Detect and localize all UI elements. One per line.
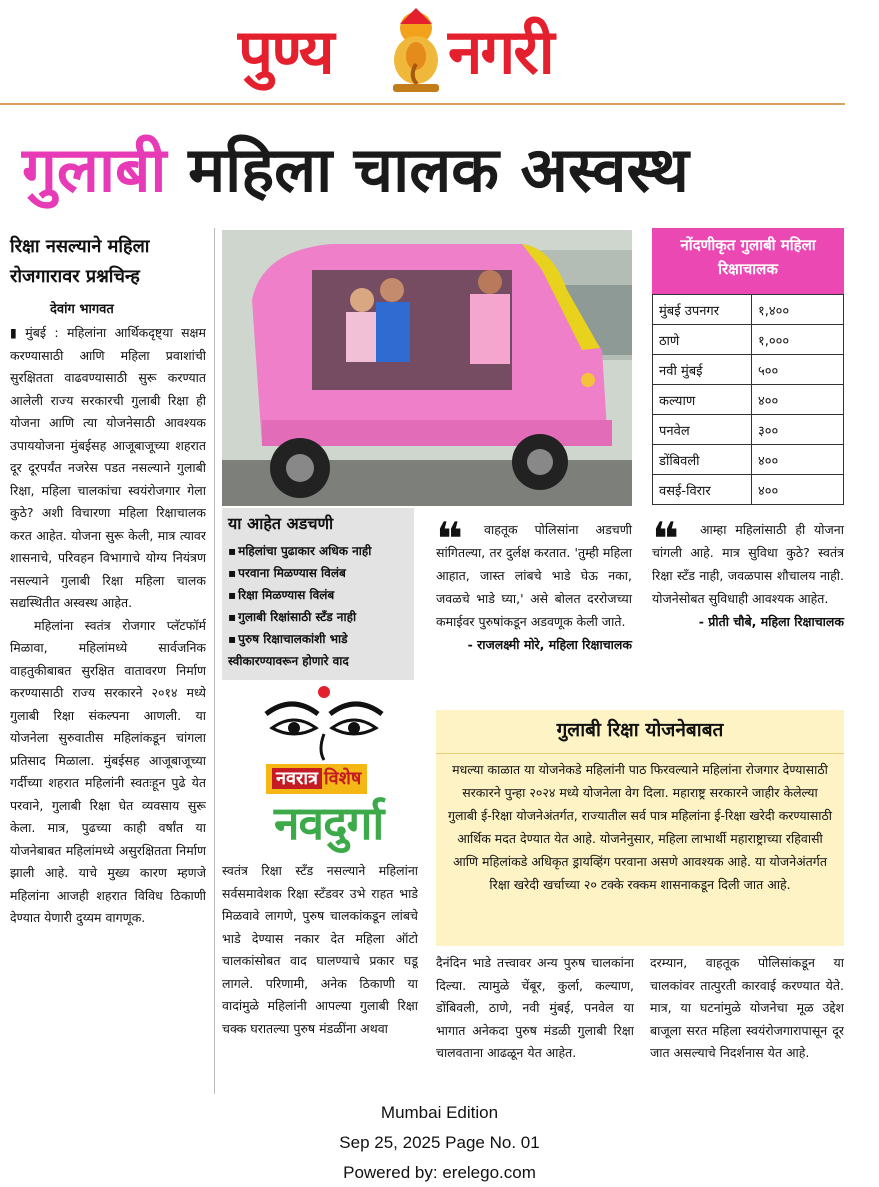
registered-drivers-box	[652, 228, 844, 504]
article-column-2: स्वतंत्र रिक्षा स्टँड नसल्याने महिलांना सर्वसमावेशक रिक्षा स्टँडवर उभे राहत भाडे मिळवावे लागणे, पुरुष चालकांकडून लांबचे भाडे देण्यास नकार देत महिला ऑटो चालकांसोबत वाद घालण्याचे प्रकार घडू लागले. परिणामी, अनेक ठिकाणी या वादांमुळे महिलांनी आपल्या गुलाबी रिक्षा चक्क घरातल्या पुरुष मंडळींना अथवा	[222, 863, 418, 1036]
article-subhead: रिक्षा नसल्याने महिला रोजगारावर प्रश्नचिन्ह	[10, 236, 150, 287]
article-column-3: दैनंदिन भाडे तत्त्वावर अन्य पुरुष चालकांना दिल्या. त्यामुळे चेंबूर, कुर्ला, कल्याण, डोंबिवली, ठाणे, नवी मुंबई, पनवेल या भागात अनेकदा पुरुष मंडळी गुलाबी रिक्षा चालवताना आढळून येत आहेत.	[436, 955, 634, 1060]
headline-pink: गुलाबी	[22, 133, 167, 206]
scheme-text: मधल्या काळात या योजनेकडे महिलांनी पाठ फिरवल्याने महिलांना रोजगार देण्यासाठी सरकारने पुन्हा २०२४ मध्ये योजनेला वेग दिला. महाराष्ट्र सरकारने जाहीर केलेल्या गुलाबी ई-रिक्षा योजनेअंतर्गत, राज्यातील सर्व पात्र महिलांना ई-रिक्षा खरेदी करण्यासाठी आर्थिक मदत देण्यात येत आहे. योजनेनुसार, महिला लाभार्थी महाराष्ट्राच्या रहिवासी आणि महिलांकडे अधिकृत ड्रायव्हिंग परवाना असणे आवश्यक आहे. या योजनेअंतर्गत रिक्षा खरेदी खर्चाच्या २० टक्के रक्कम शासनाकडून दिली जात आहे.	[447, 762, 833, 892]
navratri-tag-b: विशेष	[323, 768, 362, 789]
quote-mark-icon: ❝	[652, 512, 679, 566]
count-cell: १,०००	[752, 325, 844, 355]
quote-attribution: - प्रीती चौबे, महिला रिक्षाचालक	[698, 614, 844, 629]
quote-block	[652, 512, 844, 633]
count-cell: ४००	[752, 445, 844, 475]
problems-heading: या आहेत अडचणी	[228, 514, 334, 533]
area-cell: ठाणे	[653, 325, 752, 355]
area-cell: नवी मुंबई	[653, 355, 752, 385]
pink-rickshaw-photo	[222, 230, 632, 506]
count-cell: १,४००	[752, 295, 844, 325]
edition-label: Mumbai Edition	[380, 1103, 499, 1122]
headline	[22, 120, 689, 220]
list-item: ▪ महिलांचा पुढाकार अधिक नाही	[228, 540, 408, 562]
navratri-tag	[266, 764, 367, 794]
quote-text: आम्हा महिलांसाठी ही योजना चांगली आहे. मात्र सुविधा कुठे? स्वतंत्र रिक्षा स्टँड नाही, जवळपास शौचालय नाही. योजनेसोबत सुविधाही आवश्यक आहेत.	[652, 522, 844, 606]
table-row	[653, 385, 844, 415]
navdurga-title: नवदुर्गा	[274, 796, 384, 850]
masthead-title-left: पुण्य	[238, 15, 333, 88]
area-cell: कल्याण	[653, 385, 752, 415]
ganesha-logo-icon	[385, 4, 447, 96]
table-row	[653, 325, 844, 355]
table-row	[653, 295, 844, 325]
problems-box	[222, 508, 414, 680]
list-item: ▪ गुलाबी रिक्षांसाठी स्टँड नाही	[228, 606, 408, 628]
area-cell: डोंबिवली	[653, 445, 752, 475]
powered-by-label: Powered by: erelego.com	[343, 1163, 536, 1182]
registered-drivers-table	[652, 294, 844, 505]
scheme-heading: गुलाबी रिक्षा योजनेबाबत	[436, 710, 844, 754]
table-row	[653, 415, 844, 445]
list-item: ▪ रिक्षा मिळण्यास विलंब	[228, 584, 408, 606]
area-cell: वसई-विरार	[653, 475, 752, 505]
headline-dark: महिला चालक अस्वस्थ	[188, 133, 689, 206]
footer	[0, 1098, 879, 1187]
count-cell: ३००	[752, 415, 844, 445]
date-page-label: Sep 25, 2025 Page No. 01	[339, 1133, 540, 1152]
masthead-title-right: नगरी	[448, 15, 553, 88]
column-divider	[214, 228, 215, 1094]
count-cell: ४००	[752, 475, 844, 505]
masthead	[0, 0, 879, 106]
article-paragraph: महिलांना स्वतंत्र रोजगार प्लॅटफॉर्म मिळावा, महिलांमध्ये सार्वजनिक वाहतुकीबाबत सुरक्षित वातावरण निर्माण करण्यासाठी राज्य सरकारने २०१४ मध्ये गुलाबी रिक्षा संकल्पना आणली. या योजनेला सुरुवातीस महिलांकडून चांगला प्रतिसाद मिळाला. मुंबईसह आजूबाजूच्या गर्दीच्या शहरात महिलांनी स्वतःहून पुढे येत परवाने, गुलाबी रिक्षा घेत व्यवसाय सुरू केला. मात्र, पुढच्या काही वर्षांत या योजनेबाबत महिलांमध्ये असुरक्षितता निर्माण झाली आहे. याचे मुख्य कारण म्हणजे महिलांना आजही शहरात विविध ठिकाणी देण्यात येणारी दुय्यम वागणूक.	[10, 617, 206, 925]
list-item: ▪ परवाना मिळण्यास विलंब	[228, 562, 408, 584]
table-row	[653, 355, 844, 385]
article-paragraph: ▮ मुंबई : महिलांना आर्थिकदृष्ट्या सक्षम करण्यासाठी आणि महिला प्रवाशांची सुरक्षितता वाढवण्यासाठी सुरू करण्यात आलेली राज्य सरकारची गुलाबी रिक्षा ही योजना आणि त्या योजनेसाठी आवश्यक उपाययोजना मुंबईसह आजूबाजूच्या शहरात दूर दूरपर्यंत नजरेस पडत नसल्याने गुलाबी रिक्षा, महिला चालकांचा स्वयंरोजगार गेला कुठे? अशी विचारणा महिला रिक्षाचालक करत आहेत. योजना सुरू केली, मात्र त्यावर शासनाचे, परिवहन विभागाचे योग्य नियंत्रण नसल्याने गुलाबी रिक्षा महिला चालक सद्यस्थितीत अस्वस्थ आहेत.	[10, 325, 206, 610]
area-cell: पनवेल	[653, 415, 752, 445]
quote-attribution: - राजलक्ष्मी मोरे, महिला रिक्षाचालक	[467, 637, 632, 652]
count-cell: ५००	[752, 355, 844, 385]
navratri-tag-a: नवरात्र	[272, 768, 322, 789]
navdurga-logo	[222, 684, 418, 860]
list-item: ▪ पुरुष रिक्षाचालकांशी भाडे स्वीकारण्यावरून होणारे वाद	[228, 628, 408, 672]
quote-mark-icon: ❝	[436, 512, 463, 566]
quote-text: वाहतूक पोलिसांना अडचणी सांगितल्या, तर दुर्लक्ष करतात. 'तुम्ही महिला आहात, जास्त लांबचे भाडे घेऊ नका, जवळचे भाडे घ्या,' असे बोलत दररोजच्या कमाईवर पुरुषांकडून अडवणूक केली जाते.	[436, 522, 632, 629]
article-column-1	[10, 322, 206, 1092]
article-column-4: दरम्यान, वाहतूक पोलिसांकडून या चालकांवर तात्पुरती कारवाई करण्यात येते. मात्र, या घटनांमुळे योजनेचा मूळ उद्देश बाजूला सरत महिला स्वयंरोजगारापासून दूर जात असल्याचे निदर्शनास येत आहे.	[650, 955, 844, 1060]
problems-list	[228, 540, 408, 672]
table-row	[653, 475, 844, 505]
count-cell: ४००	[752, 385, 844, 415]
area-cell: मुंबई उपनगर	[653, 295, 752, 325]
registered-drivers-heading: नोंदणीकृत गुलाबी महिला रिक्षाचालक	[652, 228, 844, 294]
table-row	[653, 445, 844, 475]
masthead-rule	[0, 103, 845, 105]
quote-block	[436, 512, 632, 656]
scheme-box	[436, 710, 844, 946]
durga-eyes-icon	[262, 684, 386, 768]
byline: देवांग भागवत	[50, 302, 114, 317]
